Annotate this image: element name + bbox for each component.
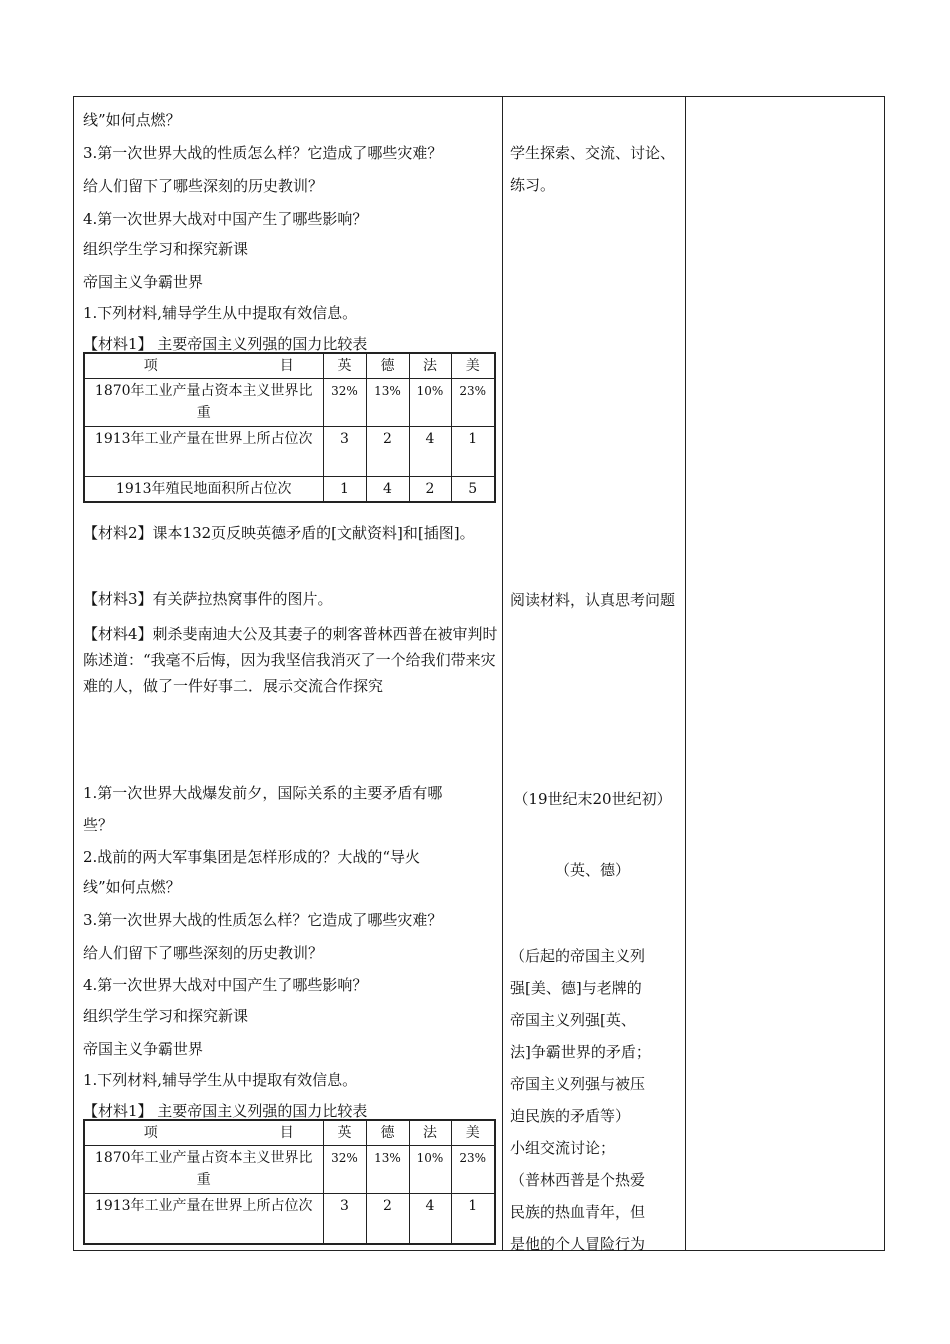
header-germany: 德 (366, 1120, 409, 1146)
student-activity-note: 学生探索、交流、讨论、练习。 (510, 144, 676, 194)
col1-line: 些？ (83, 816, 114, 834)
table-row (84, 477, 495, 503)
header-usa: 美 (451, 1120, 495, 1146)
col1-line: 给人们留下了哪些深刻的历史教训？ (83, 944, 324, 962)
header-germany: 德 (366, 353, 409, 379)
answer-line: 民族的热血青年，但 (510, 1203, 646, 1221)
row-value: 32% (323, 379, 366, 427)
col1-line: 组织学生学习和探究新课 (83, 1007, 249, 1025)
row-value: 2 (366, 1194, 409, 1244)
row-value: 1 (451, 427, 495, 477)
table-row (84, 1146, 495, 1194)
header-britain: 英 (323, 1120, 366, 1146)
col1-line: 1.第一次世界大战爆发前夕，国际关系的主要矛盾有哪 (83, 784, 443, 802)
answer-line: 是他的个人冒险行为 (510, 1235, 646, 1253)
material2-text: 【材料2】课本132页反映英德矛盾的[文献资料]和[插图]。 (83, 524, 475, 542)
header-item-cell (84, 1120, 323, 1146)
col1-line: 帝国主义争霸世界 (83, 273, 204, 291)
col1-line: 组织学生学习和探究新课 (83, 240, 249, 258)
column-divider-2 (685, 96, 686, 1251)
table-header-row (84, 353, 495, 379)
row-value: 1 (451, 1194, 495, 1244)
answer-line: 帝国主义列强[英、 (510, 1011, 636, 1029)
answer-line: 法]争霸世界的矛盾； (510, 1043, 651, 1061)
table-row (84, 427, 495, 477)
power-comparison-table-2 (83, 1119, 496, 1245)
header-item-cell (84, 353, 323, 379)
material1-title: 【材料1】 主要帝国主义列强的国力比较表 (83, 335, 368, 353)
col1-line: 4.第一次世界大战对中国产生了哪些影响？ (83, 976, 368, 994)
header-britain: 英 (323, 353, 366, 379)
header-item-right: 目 (279, 1125, 294, 1141)
row-value: 23% (451, 379, 495, 427)
row-value: 5 (451, 477, 495, 503)
row-value: 10% (409, 379, 451, 427)
answer-line: 小组交流讨论； (510, 1139, 616, 1157)
col1-line: 1.下列材料,辅导学生从中提取有效信息。 (83, 1071, 358, 1089)
row-value: 23% (451, 1146, 495, 1194)
row-value: 1 (323, 477, 366, 503)
column-divider-1 (502, 96, 503, 1251)
table-row (84, 379, 495, 427)
row-value: 4 (409, 427, 451, 477)
answer-line: 帝国主义列强与被压 (510, 1075, 646, 1093)
row-value: 32% (323, 1146, 366, 1194)
col1-line: 线”如何点燃？ (83, 878, 181, 896)
answer-line: 迫民族的矛盾等） (510, 1107, 631, 1125)
header-item-left: 项 (143, 1125, 158, 1141)
answer-line: （普林西普是个热爱 (510, 1171, 646, 1189)
row-label: 1870年工业产量占资本主义世界比重 (84, 379, 323, 427)
row-value: 2 (409, 477, 451, 503)
col1-line: 3.第一次世界大战的性质怎么样？它造成了哪些灾难？ (83, 911, 443, 929)
countries-note: （英、德） (554, 861, 630, 879)
material3-text: 【材料3】有关萨拉热窝事件的图片。 (83, 590, 333, 608)
row-value: 4 (409, 1194, 451, 1244)
header-item-right: 目 (279, 358, 294, 374)
reading-note: 阅读材料，认真思考问题 (510, 591, 676, 609)
col1-line: 2.战前的两大军事集团是怎样形成的？大战的“导火 (83, 848, 420, 866)
material1-title-2: 【材料1】 主要帝国主义列强的国力比较表 (83, 1102, 368, 1120)
col1-line: 1.下列材料,辅导学生从中提取有效信息。 (83, 304, 358, 322)
header-item-left: 项 (143, 358, 158, 374)
table-header-row (84, 1120, 495, 1146)
row-value: 13% (366, 379, 409, 427)
row-value: 4 (366, 477, 409, 503)
col1-line: 帝国主义争霸世界 (83, 1040, 204, 1058)
material4-text: 【材料4】刺杀斐南迪大公及其妻子的刺客普林西普在被审判时陈述道：“我毫不后悔，因为我坚信我消灭了一个给我们带来灾难的人，做了一件好事二．展示交流合作探究 (83, 625, 498, 695)
row-value: 3 (323, 1194, 366, 1244)
answer-line: （后起的帝国主义列 (510, 947, 646, 965)
row-label: 1870年工业产量占资本主义世界比重 (84, 1146, 323, 1194)
col1-line: 4.第一次世界大战对中国产生了哪些影响？ (83, 210, 368, 228)
row-label: 1913年工业产量在世界上所占位次 (84, 427, 323, 477)
header-france: 法 (409, 1120, 451, 1146)
power-comparison-table (83, 352, 496, 503)
col1-line: 给人们留下了哪些深刻的历史教训？ (83, 177, 324, 195)
row-value: 3 (323, 427, 366, 477)
row-value: 2 (366, 427, 409, 477)
period-note: （19世纪末20世纪初） (513, 790, 672, 808)
answer-line: 强[美、德]与老牌的 (510, 979, 642, 997)
header-usa: 美 (451, 353, 495, 379)
header-france: 法 (409, 353, 451, 379)
row-label: 1913年殖民地面积所占位次 (84, 477, 323, 503)
col1-line: 线”如何点燃？ (83, 111, 181, 129)
col1-line: 3.第一次世界大战的性质怎么样？它造成了哪些灾难？ (83, 144, 443, 162)
table-row (84, 1194, 495, 1244)
row-label: 1913年工业产量在世界上所占位次 (84, 1194, 323, 1244)
row-value: 13% (366, 1146, 409, 1194)
row-value: 10% (409, 1146, 451, 1194)
